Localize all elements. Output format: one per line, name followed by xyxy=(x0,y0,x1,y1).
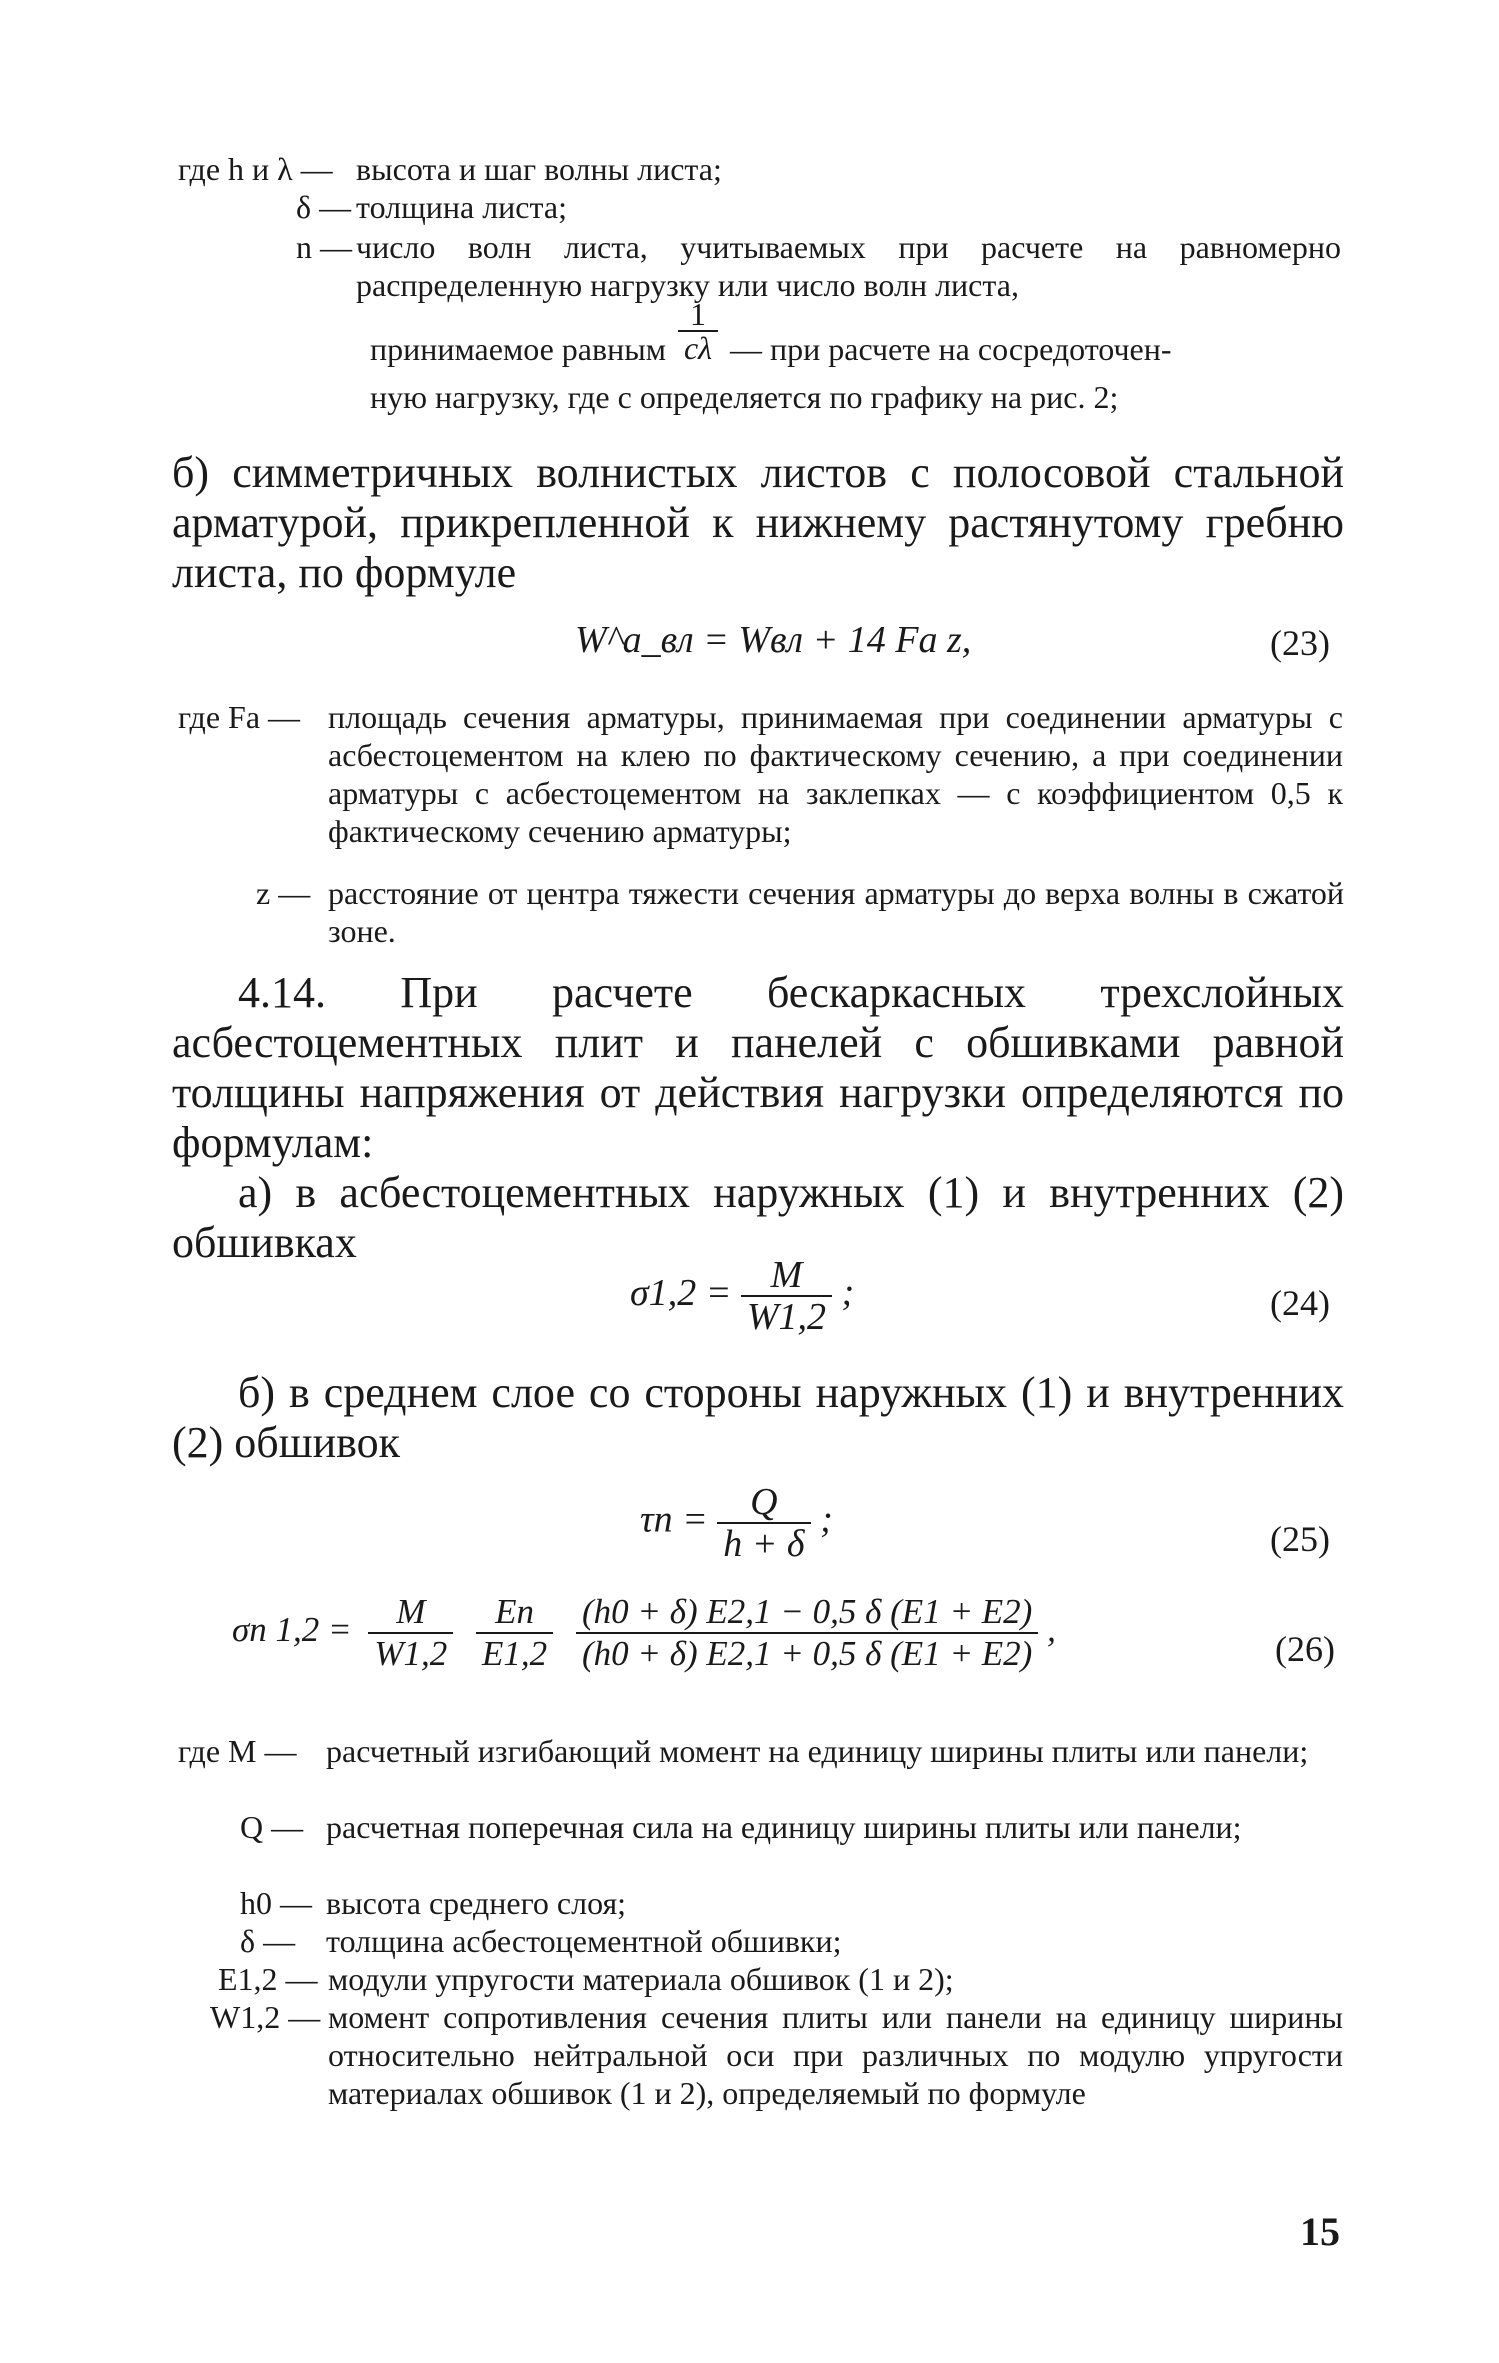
definition-delta xyxy=(296,188,1336,228)
definition-text: расчетный изгибающий момент на единицу ширины плиты или панели; xyxy=(326,1733,1309,1769)
definition-W12 xyxy=(210,1998,1343,2158)
definition-text: толщина асбестоцементной обшивки; xyxy=(326,1923,842,1959)
n-cont-after: — при расчете на сосредоточен- xyxy=(730,331,1172,368)
fraction-denominator: W1,2 xyxy=(374,1634,448,1673)
n-cont-before: принимаемое равным xyxy=(370,331,666,368)
fraction-denominator: h + δ xyxy=(723,1523,805,1565)
fraction-numerator: 1 xyxy=(678,298,718,332)
definition-h0 xyxy=(240,1884,1343,1924)
definition-Q xyxy=(240,1808,1343,1888)
fraction-numerator: M xyxy=(368,1592,453,1634)
definition-term: где M — xyxy=(178,1733,297,1769)
definition-text: толщина листа; xyxy=(356,189,567,225)
eq26-lhs: σп 1,2 = xyxy=(232,1610,352,1650)
definition-term: h0 — xyxy=(240,1885,312,1921)
equation-26 xyxy=(232,1592,1056,1674)
fraction-denominator: W1,2 xyxy=(746,1296,827,1338)
equation-24 xyxy=(630,1255,854,1337)
definition-M xyxy=(178,1732,1343,1812)
definition-E12 xyxy=(218,1960,1343,2000)
eq26-fraction-2 xyxy=(476,1592,553,1674)
definition-term: где h и λ — xyxy=(178,151,333,187)
eq25-lhs: τп = xyxy=(640,1498,708,1541)
definition-term: E1,2 — xyxy=(218,1961,318,1997)
fraction-numerator: Q xyxy=(717,1482,810,1524)
definition-term: δ — xyxy=(240,1923,296,1959)
eq25-fraction xyxy=(717,1482,810,1564)
definition-text: число волн листа, учитываемых при расчете на равномерно распределенную нагрузку или число волн листа, xyxy=(356,229,1341,303)
definition-delta-skin xyxy=(240,1922,1343,1962)
eq26-fraction-3 xyxy=(576,1592,1038,1674)
eq24-end: ; xyxy=(841,1271,855,1314)
eq26-fraction-1 xyxy=(368,1592,453,1674)
fraction-denominator: cλ xyxy=(683,330,713,366)
eq24-fraction xyxy=(741,1255,832,1337)
paragraph-b-symmetric: б) симметричных волнистых листов с полосовой стальной арматурой, прикрепленной к нижнему растянутому гребню листа, по формуле xyxy=(172,448,1344,597)
definition-term: где Fа — xyxy=(178,699,301,735)
definition-term: Q — xyxy=(240,1809,304,1845)
definition-text: момент сопротивления сечения плиты или панели на единицу ширины относительно нейтральной оси при различных по модулю упругости материалах обшивок (1 и 2), определяемый по формуле xyxy=(328,1999,1343,2111)
equation-number-24: (24) xyxy=(1270,1283,1330,1323)
eq25-end: ; xyxy=(820,1498,833,1541)
fraction-numerator: (h0 + δ) E2,1 − 0,5 δ (E1 + E2) xyxy=(576,1592,1038,1634)
page-number: 15 xyxy=(1300,2209,1340,2254)
eq24-lhs: σ1,2 = xyxy=(630,1271,732,1314)
definition-n-continued xyxy=(370,296,1345,368)
definition-term: z — xyxy=(256,875,311,911)
fraction-one-over-c-lambda xyxy=(678,298,718,364)
equation-number-25: (25) xyxy=(1270,1519,1330,1559)
definition-term: W1,2 — xyxy=(210,1999,321,2035)
fraction-denominator: (h0 + δ) E2,1 + 0,5 δ (E1 + E2) xyxy=(581,1634,1033,1673)
equation-23: W^а_вл = Wвл + 14 Fа z, xyxy=(575,619,972,661)
definition-z xyxy=(256,874,1344,954)
fraction-numerator: Eп xyxy=(476,1592,553,1634)
definition-h-lambda xyxy=(178,150,1338,190)
definition-text: высота среднего слоя; xyxy=(326,1885,627,1921)
definition-n-line2: ную нагрузку, где c определяется по графику на рис. 2; xyxy=(370,379,1119,415)
definition-text: площадь сечения арматуры, принимаемая при соединении арматуры с асбестоцементом на клею по фактическому сечению, а при соединении арматуры с асбестоцементом на заклепках — с коэффициентом 0,5 к фактическому сечению арматуры; xyxy=(328,699,1343,849)
fraction-denominator: E1,2 xyxy=(482,1634,548,1673)
definition-text: расчетная поперечная сила на единицу ширины плиты или панели; xyxy=(326,1809,1242,1845)
definition-term: n — xyxy=(296,229,352,265)
equation-25 xyxy=(640,1482,833,1564)
paragraph-a: а) в асбестоцементных наружных (1) и внутренних (2) обшивках xyxy=(172,1168,1344,1267)
definition-Fa xyxy=(178,698,1343,898)
paragraph-4-14: 4.14. При расчете бескаркасных трехслойных асбестоцементных плит и панелей с обшивками равной толщины напряжения от действия нагрузки определяются по формулам: xyxy=(172,968,1344,1167)
definition-text: модули упругости материала обшивок (1 и 2); xyxy=(328,1961,954,1997)
eq26-end: , xyxy=(1047,1610,1056,1650)
equation-number-23: (23) xyxy=(1270,623,1330,663)
equation-number-26: (26) xyxy=(1275,1629,1335,1669)
fraction-numerator: M xyxy=(741,1255,832,1297)
definition-text: высота и шаг волны листа; xyxy=(356,151,722,187)
definition-text: расстояние от центра тяжести сечения арматуры до верха волны в сжатой зоне. xyxy=(328,875,1344,949)
paragraph-b-middle-layer: б) в среднем слое со стороны наружных (1) и внутренних (2) обшивок xyxy=(172,1368,1344,1467)
definition-term: δ — xyxy=(296,189,352,225)
definition-n xyxy=(296,228,1341,308)
